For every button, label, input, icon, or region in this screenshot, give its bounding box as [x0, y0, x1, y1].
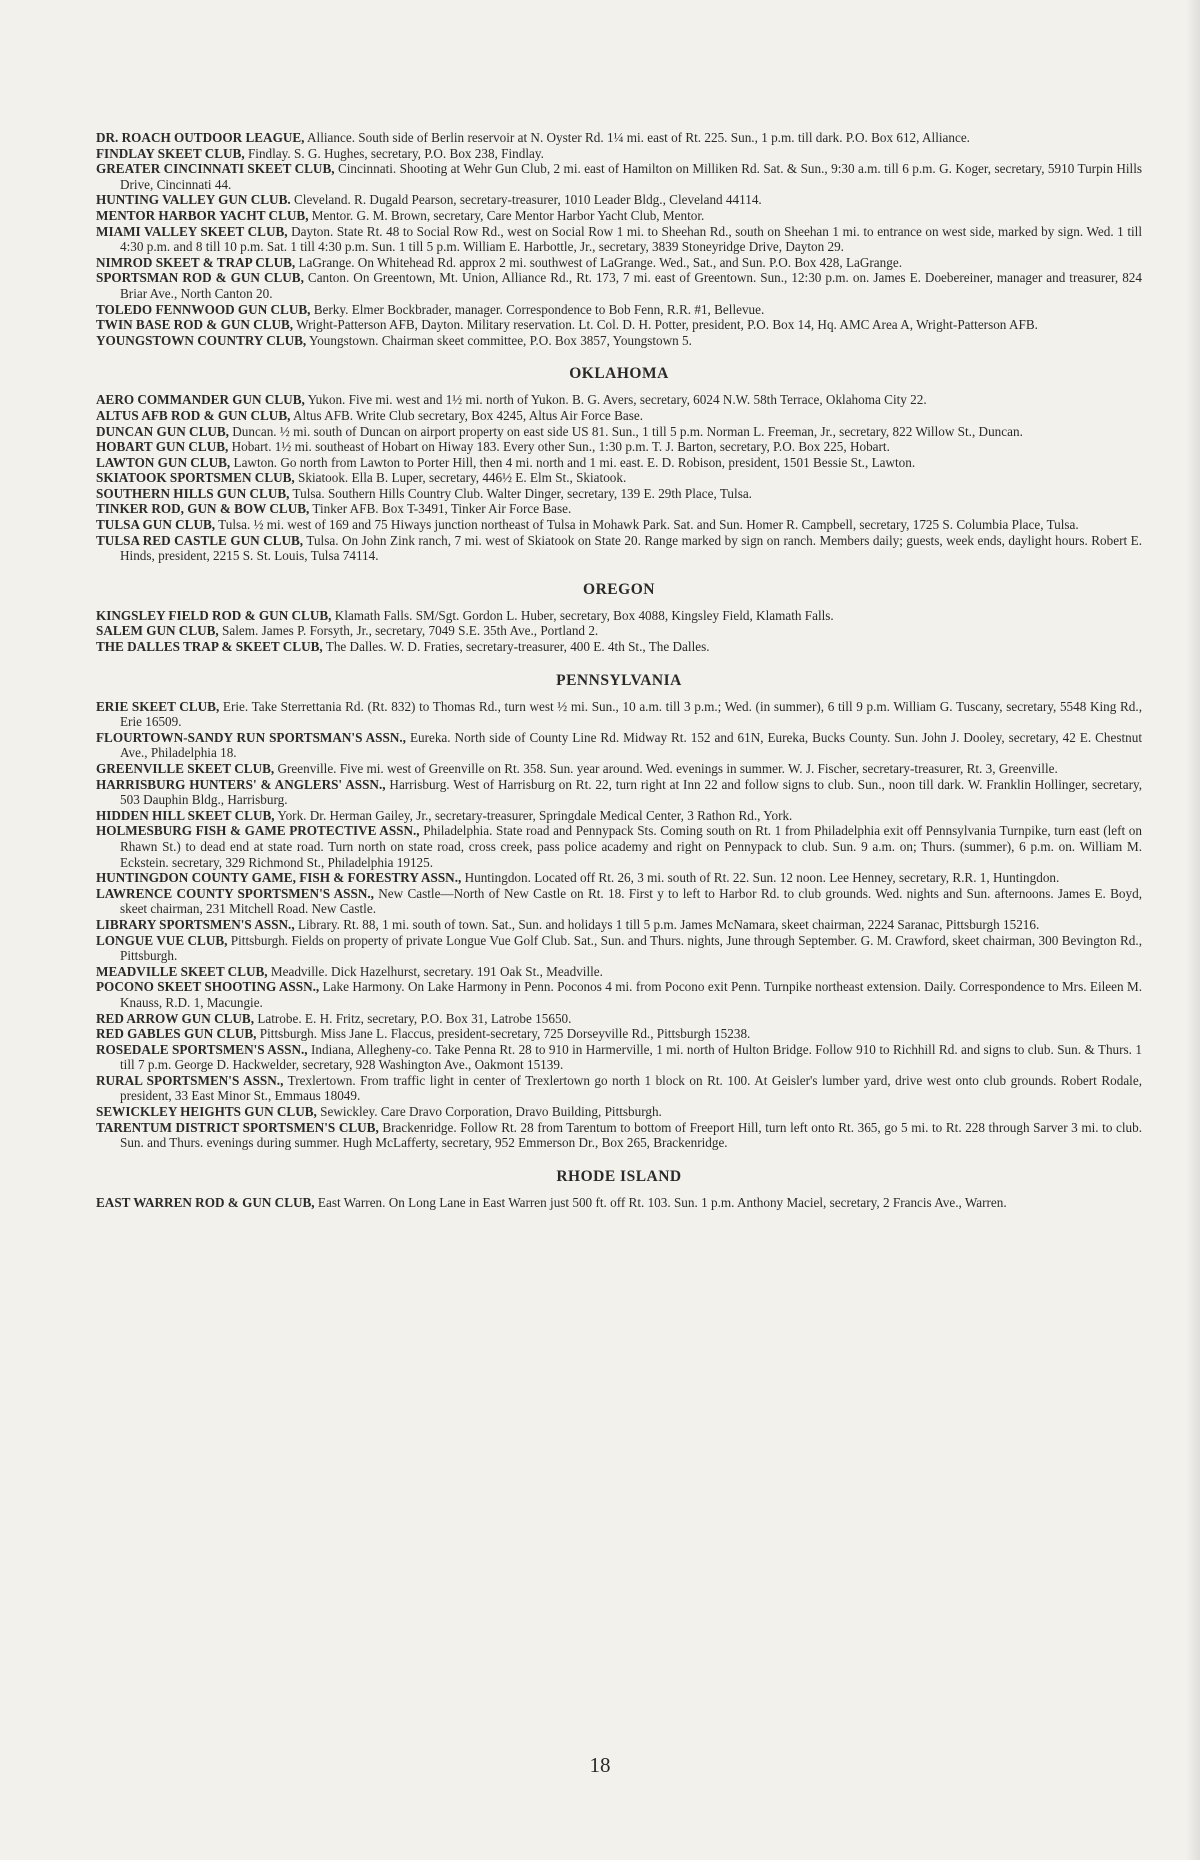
- club-name: EAST WARREN ROD & GUN CLUB,: [96, 1194, 315, 1210]
- club-details: Lawton. Go north from Lawton to Porter Hill, then 4 mi. north and 1 mi. east. E. D. Robison, president, 1501 Bessie St., Lawton.: [230, 454, 916, 470]
- club-details: Canton. On Greentown, Mt. Union, Alliance Rd., Rt. 173, 7 mi. east of Greentown. Sun., 12:30 p.m. on. James E. Doebereiner, manager and treasurer, 824 Briar Ave., North Canton 20.: [120, 270, 1142, 301]
- club-entry: [96, 917, 1142, 933]
- club-name: MEADVILLE SKEET CLUB,: [96, 963, 268, 979]
- club-name: LAWTON GUN CLUB,: [96, 454, 231, 470]
- section-rhode-island: [96, 1168, 1142, 1211]
- club-entry: [96, 470, 1142, 486]
- club-entry: [96, 317, 1142, 333]
- club-entry: [96, 408, 1142, 424]
- club-details: Pittsburgh. Fields on property of private Longue Vue Golf Club. Sat., Sun. and Thurs. nights, June through September. G. M. Crawford, skeet chairman, 300 Bevington Rd., Pittsburgh.: [120, 932, 1142, 964]
- club-name: SALEM GUN CLUB,: [96, 623, 219, 639]
- club-details: Klamath Falls. SM/Sgt. Gordon L. Huber, secretary, Box 4088, Kingsley Field, Klamath Falls.: [331, 607, 834, 623]
- club-details: Cleveland. R. Dugald Pearson, secretary-treasurer, 1010 Leader Bldg., Cleveland 44114.: [290, 192, 762, 208]
- club-details: The Dalles. W. D. Fraties, secretary-treasurer, 400 E. 4th St., The Dalles.: [322, 639, 710, 655]
- club-name: TINKER ROD, GUN & BOW CLUB,: [96, 501, 310, 517]
- club-details: Trexlertown. From traffic light in center of Trexlertown go north 1 block on Rt. 100. At Geisler's lumber yard, drive west onto club grounds. Robert Rodale, president, 33 East Minor St., Emmaus 18049.: [120, 1072, 1142, 1104]
- club-entry: [96, 146, 1142, 162]
- club-entry: [96, 486, 1142, 502]
- section-ohio-continued: [96, 130, 1142, 348]
- club-details: Duncan. ½ mi. south of Duncan on airport property on east side US 81. Sun., 1 till 5 p.m. Norman L. Freeman, Jr., secretary, 822 Willow St., Duncan.: [228, 423, 1023, 439]
- club-name: NIMROD SKEET & TRAP CLUB,: [96, 254, 296, 270]
- club-name: FINDLAY SKEET CLUB,: [96, 145, 245, 161]
- club-details: Meadville. Dick Hazelhurst, secretary. 191 Oak St., Meadville.: [267, 963, 603, 979]
- club-entry: [96, 964, 1142, 980]
- section-heading: OREGON: [583, 580, 655, 598]
- club-details: Tinker AFB. Box T-3491, Tinker Air Force Base.: [309, 501, 572, 517]
- club-details: Wright-Patterson AFB, Dayton. Military reservation. Lt. Col. D. H. Potter, president, P.O. Box 14, Hq. AMC Area A, Wright-Patterson AFB.: [293, 317, 1038, 333]
- page-number: 18: [589, 1753, 611, 1777]
- club-name: TARENTUM DISTRICT SPORTSMEN'S CLUB,: [96, 1119, 379, 1135]
- club-entry: [96, 979, 1142, 1010]
- club-details: LaGrange. On Whitehead Rd. approx 2 mi. southwest of LaGrange. Wed., Sat., and Sun. P.O. Box 428, LaGrange.: [295, 254, 902, 270]
- club-entry: [96, 1195, 1142, 1211]
- page-edge-shadow: [1186, 0, 1200, 1860]
- club-entry: [96, 302, 1142, 318]
- section-heading: RHODE ISLAND: [556, 1167, 682, 1185]
- club-entry: [96, 1120, 1142, 1151]
- club-details: Indiana, Allegheny-co. Take Penna Rt. 28 to 910 in Harmerville, 1 mi. north of Hulton Bridge. Follow 910 to Richhill Rd. and signs to club. Sun. & Thurs. 1 till 7 p.m. George D. Hackwelder, secretary, 928 Washington Ave., Oakmont 15139.: [120, 1041, 1143, 1073]
- club-name: HUNTINGDON COUNTY GAME, FISH & FORESTRY ASSN.,: [96, 870, 462, 886]
- club-name: RED ARROW GUN CLUB,: [96, 1010, 255, 1026]
- club-name: GREENVILLE SKEET CLUB,: [96, 761, 275, 776]
- club-entry: [96, 1011, 1142, 1027]
- club-name: TWIN BASE ROD & GUN CLUB,: [96, 317, 294, 333]
- section-oregon: [96, 581, 1142, 655]
- club-entry: [96, 761, 1142, 777]
- club-name: DR. ROACH OUTDOOR LEAGUE,: [96, 130, 305, 145]
- club-entry: [96, 608, 1142, 624]
- club-details: Brackenridge. Follow Rt. 28 from Tarentum to bottom of Freeport Hill, turn left onto Rt. 365, go 5 mi. to Rt. 228 through Sarver 3 mi. to club. Sun. and Thurs. evenings during summer. Hugh McLafferty, secretary, 952 Emmerson Dr., Box 265, Brackenridge.: [120, 1119, 1142, 1151]
- club-details: Sewickley. Care Dravo Corporation, Dravo Building, Pittsburgh.: [316, 1104, 662, 1120]
- club-details: Hobart. 1½ mi. southeast of Hobart on Hiway 183. Every other Sun., 1:30 p.m. T. J. Barton, secretary, P.O. Box 225, Hobart.: [228, 439, 890, 455]
- club-details: East Warren. On Long Lane in East Warren just 500 ft. off Rt. 103. Sun. 1 p.m. Anthony Maciel, secretary, 2 Francis Ave., Warren.: [314, 1194, 1007, 1210]
- club-name: GREATER CINCINNATI SKEET CLUB,: [96, 161, 335, 177]
- club-name: LONGUE VUE CLUB,: [96, 932, 228, 948]
- club-details: Youngstown. Chairman skeet committee, P.O. Box 3857, Youngstown 5.: [306, 332, 692, 348]
- club-name: RURAL SPORTSMEN'S ASSN.,: [96, 1072, 284, 1088]
- club-entry: [96, 1026, 1142, 1042]
- section-heading: OKLAHOMA: [569, 365, 669, 383]
- section-heading: PENNSYLVANIA: [556, 671, 682, 689]
- club-details: Eureka. North side of County Line Rd. Midway Rt. 152 and 61N, Eureka, Bucks County. Sun. John J. Dooley, secretary, 42 E. Chestnut Ave., Philadelphia 18.: [120, 729, 1143, 761]
- club-name: LIBRARY SPORTSMEN'S ASSN.,: [96, 916, 295, 932]
- club-name: SOUTHERN HILLS GUN CLUB,: [96, 485, 290, 501]
- club-entry: [96, 501, 1142, 517]
- club-name: RED GABLES GUN CLUB,: [96, 1026, 257, 1042]
- club-entry: [96, 777, 1142, 808]
- club-entry: [96, 392, 1142, 408]
- club-details: Tulsa. ½ mi. west of 169 and 75 Hiways junction northeast of Tulsa in Mohawk Park. Sat. and Sun. Homer R. Campbell, secretary, 1725 S. Columbia Place, Tulsa.: [215, 517, 1079, 533]
- club-name: SKIATOOK SPORTSMEN CLUB,: [96, 470, 295, 486]
- club-entry: [96, 533, 1142, 564]
- club-entry: [96, 730, 1142, 761]
- club-entry: [96, 808, 1142, 824]
- club-details: Latrobe. E. H. Fritz, secretary, P.O. Box 31, Latrobe 15650.: [254, 1010, 572, 1026]
- club-entry: [96, 208, 1142, 224]
- club-name: HUNTING VALLEY GUN CLUB.: [96, 192, 291, 208]
- club-details: Tulsa. On John Zink ranch, 7 mi. west of Skiatook on State 20. Range marked by sign on ranch. Members daily; guests, week ends, daylight hours. Robert E. Hinds, president, 2215 S. St. Louis, Tulsa 74114.: [120, 532, 1142, 564]
- club-name: YOUNGSTOWN COUNTRY CLUB,: [96, 332, 307, 348]
- club-name: AERO COMMANDER GUN CLUB,: [96, 392, 305, 408]
- club-entry: [96, 933, 1142, 964]
- club-details: Berky. Elmer Bockbrader, manager. Correspondence to Bob Fenn, R.R. #1, Bellevue.: [310, 301, 765, 317]
- club-details: Library. Rt. 88, 1 mi. south of town. Sat., Sun. and holidays 1 till 5 p.m. James McNamara, skeet chairman, 2224 Saranac, Pittsburgh 15216.: [294, 916, 1040, 932]
- club-entry: [96, 699, 1142, 730]
- club-details: New Castle—North of New Castle on Rt. 18. First y to left to Harbor Rd. to club grounds. Wed. nights and Sun. afternoons. James E. Boyd, skeet chairman, 231 Mitchell Road. New Castle.: [120, 885, 1142, 917]
- club-entry: [96, 639, 1142, 655]
- club-entry: [96, 255, 1142, 271]
- club-entry: [96, 623, 1142, 639]
- club-details: York. Dr. Herman Gailey, Jr., secretary-treasurer, Springdale Medical Center, 3 Rathon Rd., York.: [274, 807, 793, 823]
- club-details: Philadelphia. State road and Pennypack Sts. Coming south on Rt. 1 from Philadelphia exit off Pennsylvania Turnpike, turn east (left on Rhawn St.) to dead end at state road. Turn north on state road, cross creek, pass police academy and right on Pennypack to club. Sun. 9 a.m. on; Thurs. (summer), 6 p.m. on. William M. Eckstein. secretary, 329 Richmond St., Philadelphia 19125.: [120, 823, 1142, 870]
- club-details: Skiatook. Ella B. Luper, secretary, 446½ E. Elm St., Skiatook.: [294, 470, 627, 486]
- club-entry: [96, 333, 1142, 349]
- club-entry: [96, 517, 1142, 533]
- club-details: Salem. James P. Forsyth, Jr., secretary, 7049 S.E. 35th Ave., Portland 2.: [218, 623, 599, 639]
- club-details: Cincinnati. Shooting at Wehr Gun Club, 2 mi. east of Hamilton on Milliken Rd. Sat. & Sun., 9:30 a.m. till 6 p.m. G. Koger, secretary, 5910 Turpin Hills Drive, Cincinnati 44.: [120, 161, 1142, 192]
- club-name: HOLMESBURG FISH & GAME PROTECTIVE ASSN.,: [96, 823, 420, 839]
- club-entry: [96, 224, 1142, 255]
- club-entry: [96, 192, 1142, 208]
- club-entry: [96, 270, 1142, 301]
- club-details: Yukon. Five mi. west and 1½ mi. north of Yukon. B. G. Avers, secretary, 6024 N.W. 58th Terrace, Oklahoma City 22.: [304, 392, 927, 408]
- club-details: Dayton. State Rt. 48 to Social Row Rd., west on Social Row 1 mi. to Sheehan Rd., south on Sheehan 1 mi. to entrance on west side, marked by sign. Wed. 1 till 4:30 p.m. and 8 till 10 p.m. Sat. 1 till 4:30 p.m. Sun. 1 till 5 p.m. William E. Harbottle, Jr., secretary, 3839 Stoneyridge Drive, Dayton 29.: [120, 223, 1142, 255]
- club-details: Huntingdon. Located off Rt. 26, 3 mi. south of Rt. 22. Sun. 12 noon. Lee Henney, secretary, R.R. 1, Huntingdon.: [461, 870, 1060, 886]
- club-name: MENTOR HARBOR YACHT CLUB,: [96, 207, 309, 223]
- club-name: HOBART GUN CLUB,: [96, 439, 229, 455]
- club-name: LAWRENCE COUNTY SPORTSMEN'S ASSN.,: [96, 885, 374, 901]
- club-details: Mentor. G. M. Brown, secretary, Care Mentor Harbor Yacht Club, Mentor.: [308, 207, 705, 223]
- club-name: TULSA GUN CLUB,: [96, 517, 216, 533]
- club-name: POCONO SKEET SHOOTING ASSN.,: [96, 979, 320, 995]
- club-name: SPORTSMAN ROD & GUN CLUB,: [96, 270, 304, 286]
- club-name: SEWICKLEY HEIGHTS GUN CLUB,: [96, 1104, 317, 1120]
- club-name: TULSA RED CASTLE GUN CLUB,: [96, 532, 304, 548]
- club-entry: [96, 1104, 1142, 1120]
- club-name: DUNCAN GUN CLUB,: [96, 423, 229, 439]
- club-name: KINGSLEY FIELD ROD & GUN CLUB,: [96, 607, 332, 623]
- club-name: HARRISBURG HUNTERS' & ANGLERS' ASSN.,: [96, 776, 386, 792]
- club-entry: [96, 130, 1142, 146]
- club-details: Harrisburg. West of Harrisburg on Rt. 22, turn right at Inn 22 and follow signs to club. Sun., noon till dark. W. Franklin Hollinger, secretary, 503 Dauphin Bldg., Harrisburg.: [120, 776, 1142, 808]
- club-name: MIAMI VALLEY SKEET CLUB,: [96, 223, 288, 239]
- section-pennsylvania: [96, 672, 1142, 1151]
- club-entry: [96, 1042, 1142, 1073]
- club-details: Altus AFB. Write Club secretary, Box 4245, Altus Air Force Base.: [290, 407, 644, 423]
- club-entry: [96, 1073, 1142, 1104]
- club-entry: [96, 161, 1142, 192]
- club-details: Tulsa. Southern Hills Country Club. Walter Dinger, secretary, 139 E. 29th Place, Tulsa.: [289, 485, 752, 501]
- club-name: ERIE SKEET CLUB,: [96, 698, 220, 714]
- club-entry: [96, 823, 1142, 870]
- club-details: Erie. Take Sterrettania Rd. (Rt. 832) to Thomas Rd., turn west ½ mi. Sun., 10 a.m. till 3 p.m.; Wed. (in summer), 6 till 9 p.m. William G. Tuscany, secretary, 5548 King Rd., Erie 16509.: [120, 698, 1142, 730]
- club-details: Alliance. South side of Berlin reservoir at N. Oyster Rd. 1¼ mi. east of Rt. 225. Sun., 1 p.m. till dark. P.O. Box 612, Alliance.: [304, 130, 970, 145]
- section-oklahoma: [96, 365, 1142, 564]
- club-name: ALTUS AFB ROD & GUN CLUB,: [96, 407, 291, 423]
- club-entry: [96, 870, 1142, 886]
- club-details: Findlay. S. G. Hughes, secretary, P.O. Box 238, Findlay.: [244, 145, 544, 161]
- club-name: ROSEDALE SPORTSMEN'S ASSN.,: [96, 1041, 308, 1057]
- club-details: Pittsburgh. Miss Jane L. Flaccus, president-secretary, 725 Dorseyville Rd., Pittsburgh 15238.: [256, 1026, 751, 1042]
- club-name: FLOURTOWN-SANDY RUN SPORTSMAN'S ASSN.,: [96, 729, 406, 745]
- club-entry: [96, 886, 1142, 917]
- club-entry: [96, 439, 1142, 455]
- club-entry: [96, 455, 1142, 471]
- club-name: TOLEDO FENNWOOD GUN CLUB,: [96, 301, 311, 317]
- club-entry: [96, 424, 1142, 440]
- club-details: Lake Harmony. On Lake Harmony in Penn. Poconos 4 mi. from Pocono exit Penn. Turnpike northeast extension. Daily. Correspondence to Mrs. Eileen M. Knauss, R.D. 1, Macungie.: [120, 979, 1142, 1010]
- club-name: THE DALLES TRAP & SKEET CLUB,: [96, 639, 323, 655]
- club-details: Greenville. Five mi. west of Greenville on Rt. 358. Sun. year around. Wed. evenings in summer. W. J. Fischer, secretary-treasurer, Rt. 3, Greenville.: [274, 761, 1058, 776]
- club-name: HIDDEN HILL SKEET CLUB,: [96, 807, 275, 823]
